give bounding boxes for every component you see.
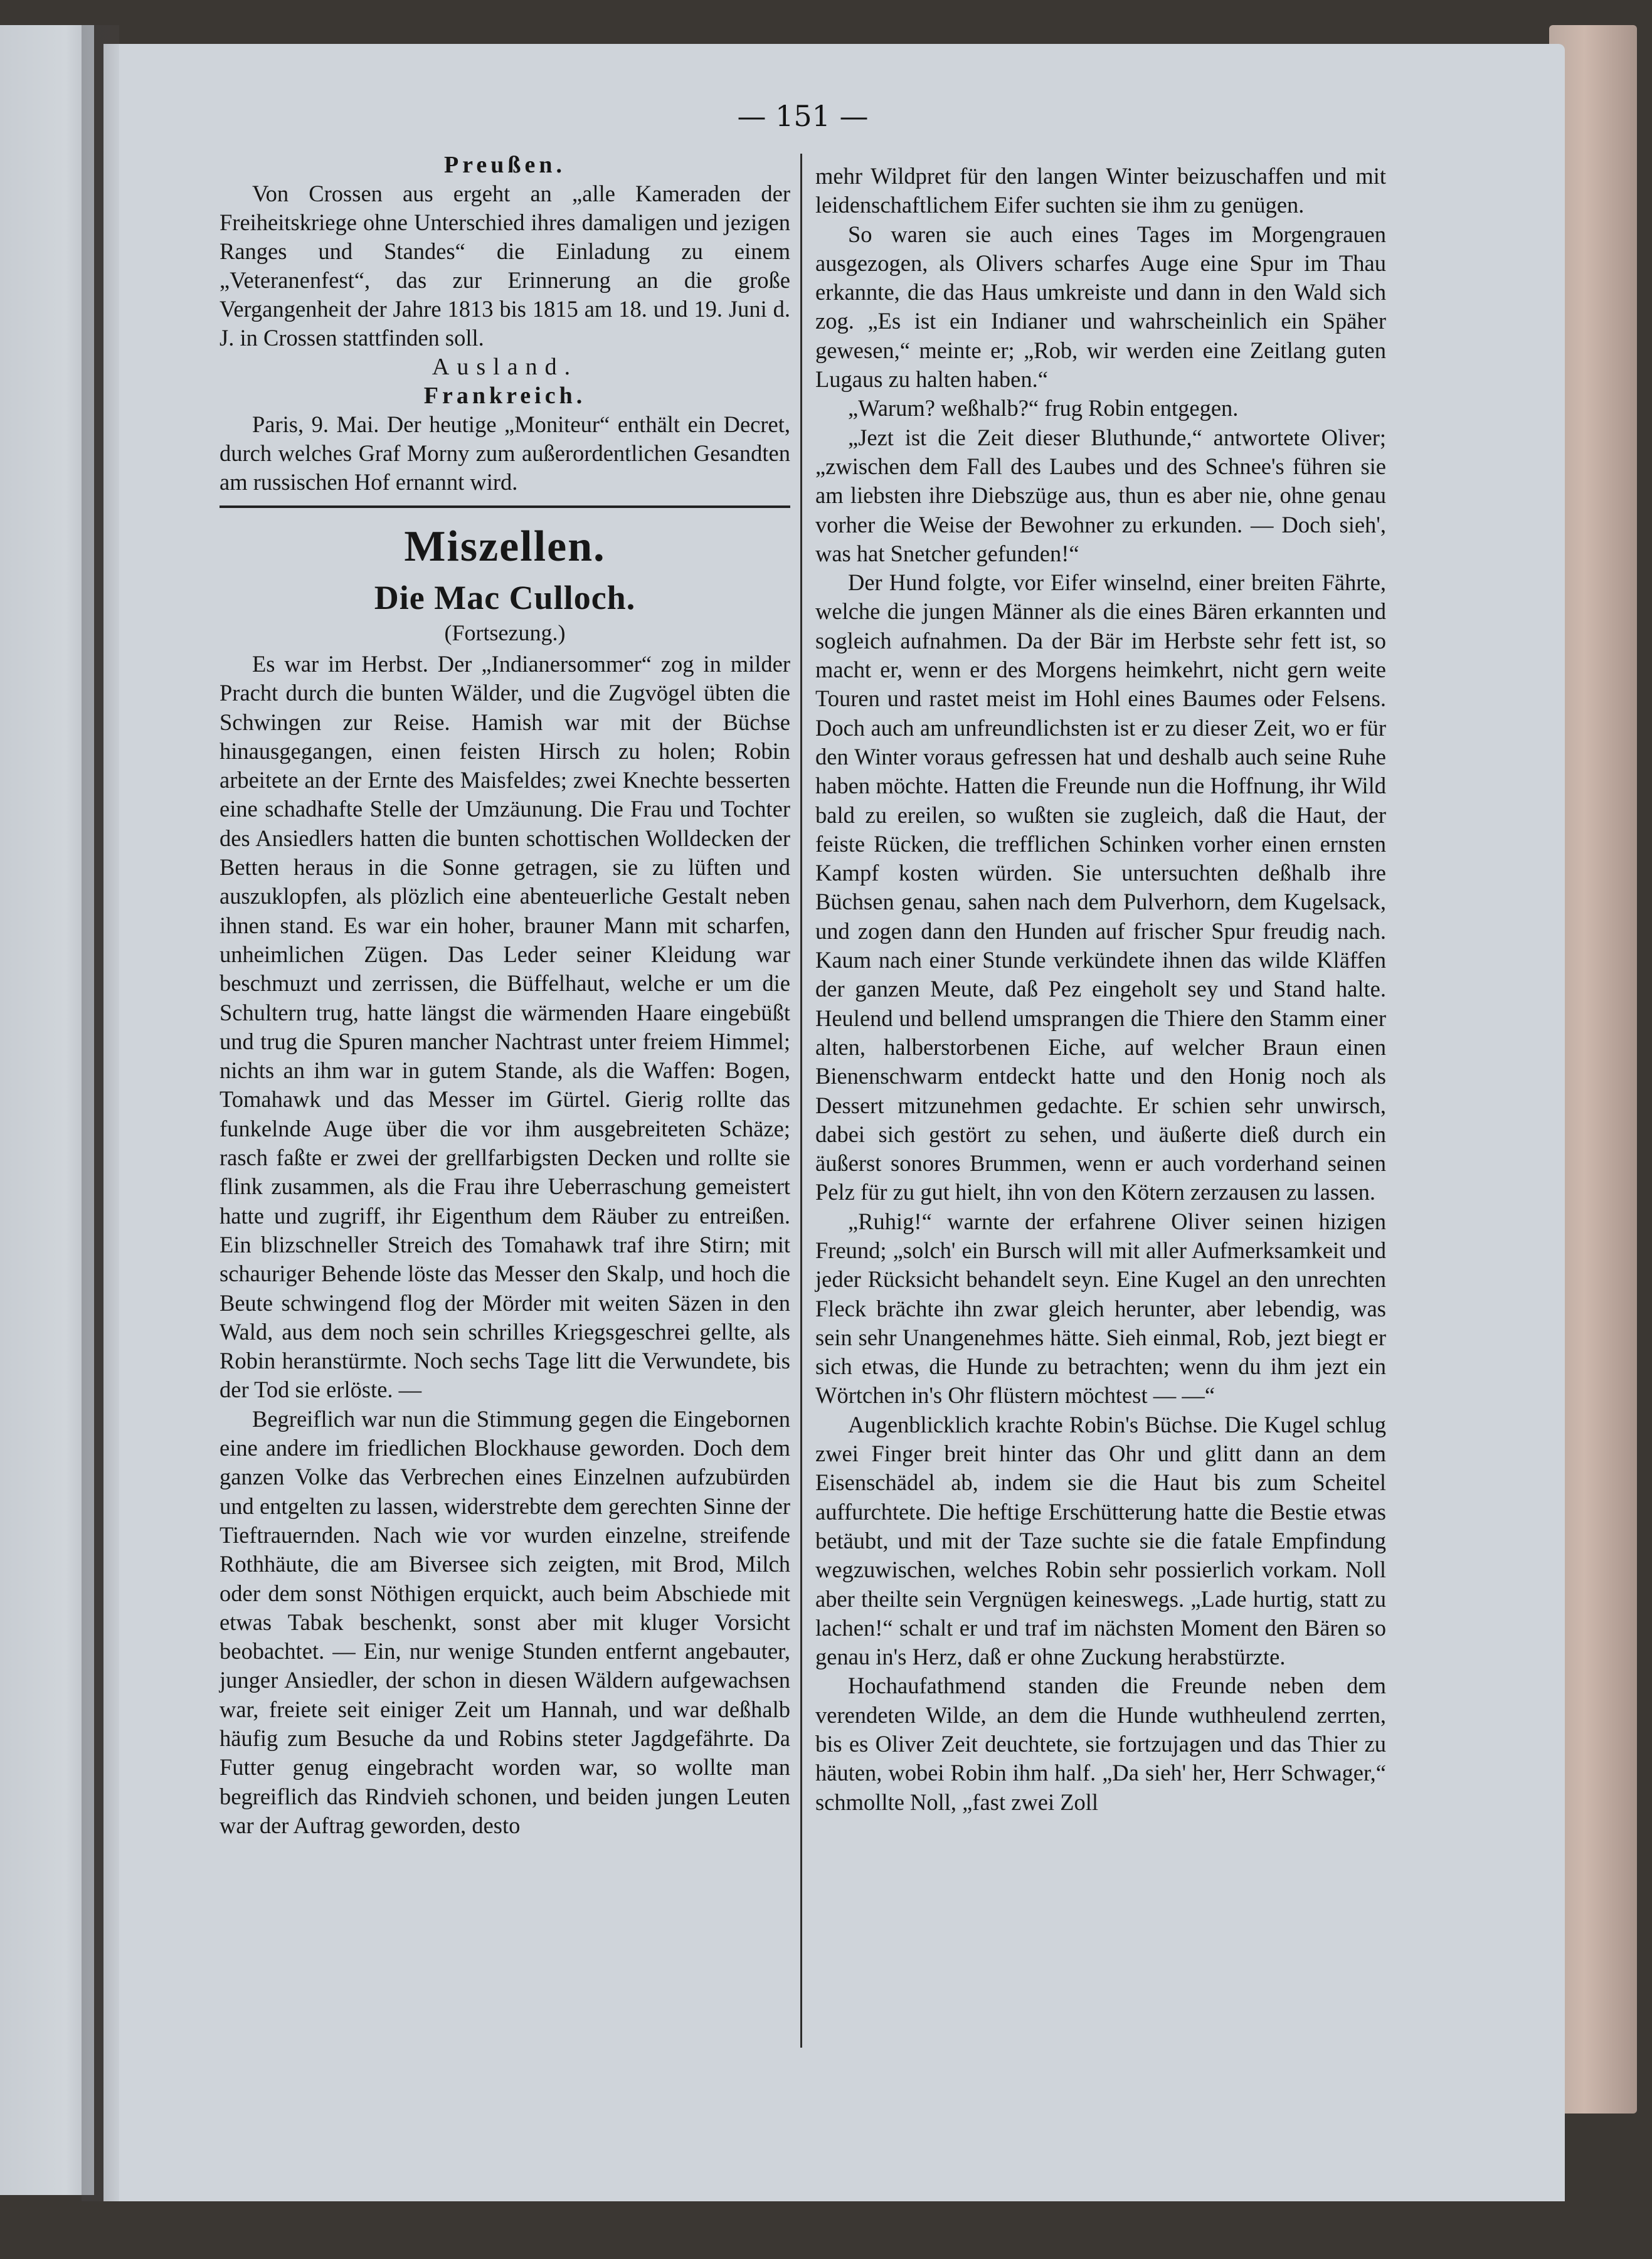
heading-frankreich: Frankreich. [423,383,586,409]
heading-preussen: Preußen. [443,152,566,178]
story-title: Die Mac Culloch. [374,579,636,616]
heading-ausland: Ausland. [432,354,578,380]
section-divider [220,505,790,508]
story-paragraph: „Jezt ist die Zeit dieser Bluthunde,“ antwortete Oliver; „zwischen dem Fall des Laubes und des Schnee's führen sie am liebsten ihre Diebszüge aus, thun es aber nie, ohne genau vorher die Weise der Bewohner zu erkunden. — Doch sieh', was hat Snetcher gefunden!“ [815,424,1386,566]
story-paragraph: mehr Wildpret für den langen Winter beizuschaffen und mit leidenschaftlichem Eifer suchten sie ihm zu genügen. [815,163,1386,218]
book-gutter [82,25,119,2201]
frankreich-article: Paris, 9. Mai. Der heutige „Moniteur“ enthält ein Decret, durch welches Graf Morny zum außerordentlichen Gesandten am russischen Hof ernannt wird. [220,411,790,495]
story-paragraph: So waren sie auch eines Tages im Morgengrauen ausgezogen, als Olivers scharfes Auge eine Spur im Thau erkannte, die das Haus umkreiste und dann in den Wald sich zog. „Es ist ein Indianer und wahrscheinlich ein Späher gewesen,“ meinte er; „Rob, wir werden eine Zeitlang guten Lugaus zu halten haben.“ [815,221,1386,393]
story-paragraph: Der Hund folgte, vor Eifer winselnd, einer breiten Fährte, welche die jungen Männer als die eines Bären erkannten und sogleich aufnahmen. Da der Bär im Herbste sehr fett ist, so macht er, wenn er des Morgens heimkehrt, nicht gern weite Touren und rastet meist im Hohl eines Baumes oder Felsens. Doch auch am unfreundlichsten ist er zu dieser Zeit, wo er für den Winter voraus gefressen hat und deshalb auch seine Ruhe haben möchte. Hatten die Freunde nun die Hoffnung, ihr Wild bald zu ereilen, so wußten sie zugleich, daß die Haut, der feiste Rücken, die trefflichen Schinken vorher einen ernsten Kampf kosten würden. Sie untersuchten deßhalb ihre Büchsen genau, sahen nach dem Pulverhorn, dem Kugelsack, und zogen dann den Hunden auf frischer Spur freudig nach. Kaum nach einer Stunde verkündete ihnen das wilde Kläffen der ganzen Meute, daß Pez eingeholt sey und Stand halte. Heulend und bellend umsprangen die Thiere den Stamm einer alten, halberstorbenen Eiche, auf welcher Braun einen Bienenschwarm entdeckt hatte und den Honig noch als Dessert mitzunehmen gedachte. Er schien sehr unwirsch, dabei sich gestört zu sehen, und äußerte dieß durch ein äußerst sonores Brummen, wenn er auch vorderhand seinen Pelz für zu gut hielt, ihn von den Kötern zerzausen zu lassen. [815,569,1386,1205]
story-paragraph: Es war im Herbst. Der „Indianersommer“ zog in milder Pracht durch die bunten Wälder, und die Zugvögel übten die Schwingen zur Reise. Hamish war mit der Büchse hinausgegangen, einen feisten Hirsch zu holen; Robin arbeitete an der Ernte des Maisfeldes; zwei Knechte besserten eine schadhafte Stelle der Umzäunung. Die Frau und Tochter des Ansiedlers hatten die bunten schottischen Wolldecken der Betten heraus in die Sonne getragen, sie zu lüften und auszuklopfen, als plözlich eine abenteuerliche Gestalt neben ihnen stand. Es war ein hoher, brauner Mann mit scharfen, unheimlichen Zügen. Das Leder seiner Kleidung war beschmuzt und zerrissen, die Büffelhaut, welche er um die Schultern trug, hatte längst die wärmenden Haare eingebüßt und trug die Spuren mancher Nachtrast unter freiem Himmel; nichts an ihm war in gutem Stande, als die Waffen: Bogen, Tomahawk und das Messer im Gürtel. Gierig rollte das funkelnde Auge über die vor ihm ausgebreiteten Schäze; rasch faßte er zwei der grellfarbigsten Decken und rollte sie flink zusammen, als die Frau ihre Ueberraschung gemeistert hatte und zugriff, ihr Eigenthum dem Räuber zu entreißen. Ein blizschneller Streich des Tomahawk traf ihre Stirn; mit schauriger Behende löste das Messer den Skalp, und hoch die Beute schwingend flog der Mörder mit weiten Säzen in den Wald, aus dem noch sein schrilles Kriegsgeschrei gellte, als Robin heranstürmte. Noch sechs Tage litt die Verwundete, bis der Tod sie erlöste. — [220,651,790,1403]
story-subtitle: (Fortsezung.) [444,620,566,645]
column-rule [800,154,802,2048]
left-column [220,151,790,1840]
story-paragraph: Hochaufathmend standen die Freunde neben dem verendeten Wilde, an dem die Hunde wuthheulend zerrten, bis es Oliver Zeit deuchtete, sie fortzujagen und das Thier zu häuten, wobei Robin ihm half. „Da sieh' her, Herr Schwager,“ schmollte Noll, „fast zwei Zoll [815,1673,1386,1815]
story-paragraph: Begreiflich war nun die Stimmung gegen die Eingebornen eine andere im friedlichen Blockhause geworden. Doch dem ganzen Volke das Verbrechen eines Einzelnen aufzubürden und entgelten zu lassen, widerstrebte dem gerechten Sinne der Tieftrauernden. Nach wie vor wurden einzelne, streifende Rothhäute, die am Biversee sich zeigten, mit Brod, Milch oder dem sonst Nöthigen erquickt, auch beim Abschiede mit etwas Tabak beschenkt, sonst aber mit kluger Vorsicht beobachtet. — Ein, nur wenige Stunden entfernt angebauter, junger Ansiedler, der schon in diesen Wäldern aufgewachsen war, freiete seit einiger Zeit um Hannah, und war deßhalb häufig zum Besuche da und Robins steter Jagdgefährte. Da Futter genug eingebracht worden war, so wollte man begreiflich das Rindvieh schonen, und beiden jungen Leuten war der Auftrag geworden, desto [220,1405,790,1838]
page-number: — 151 — [737,99,869,133]
story-paragraph: „Warum? weßhalb?“ frug Robin entgegen. [848,395,1239,421]
story-paragraph: Augenblicklich krachte Robin's Büchse. Die Kugel schlug zwei Finger breit hinter das Ohr und glitt dann an dem Eisenschädel ab, indem sie die Haut bis zum Scheitel auffurchtete. Die heftige Erschütterung hatte die Bestie etwas betäubt, und mit der Taze suchte sie die fatale Empfindung wegzuwischen, welches Robin sehr possierlich vorkam. Noll aber theilte sein Vergnügen keineswegs. „Lade hurtig, statt zu lachen!“ schalt er und traf im nächsten Moment den Bären so genau in's Herz, daß er ohne Zuckung herabstürzte. [815,1411,1386,1670]
facing-page-edge [0,25,94,2195]
right-column [815,162,1386,1817]
story-paragraph: „Ruhig!“ warnte der erfahrene Oliver seinen hizigen Freund; „solch' ein Bursch will mit aller Aufmerksamkeit und jeder Rücksicht behandelt seyn. Eine Kugel an den unrechten Fleck brächte ihn zwar gleich herunter, aber lebendig, was sein sehr Unangenehmes hätte. Sieh einmal, Rob, jezt biegt er sich etwas, die Hunde zu betrachten; wenn du ihm jezt ein Wörtchen in's Ohr flüstern möchtest — —“ [815,1208,1386,1409]
preussen-article: Von Crossen aus ergeht an „alle Kameraden der Freiheitskriege ohne Unterschied ihres damaligen und jezigen Ranges und Standes“ die Einladung zu einem „Veteranenfest“, das zur Erinnerung an die große Vergangenheit der Jahre 1813 bis 1815 am 18. und 19. Juni d. J. in Crossen stattfinden soll. [220,181,790,351]
section-title: Miszellen. [404,522,606,571]
